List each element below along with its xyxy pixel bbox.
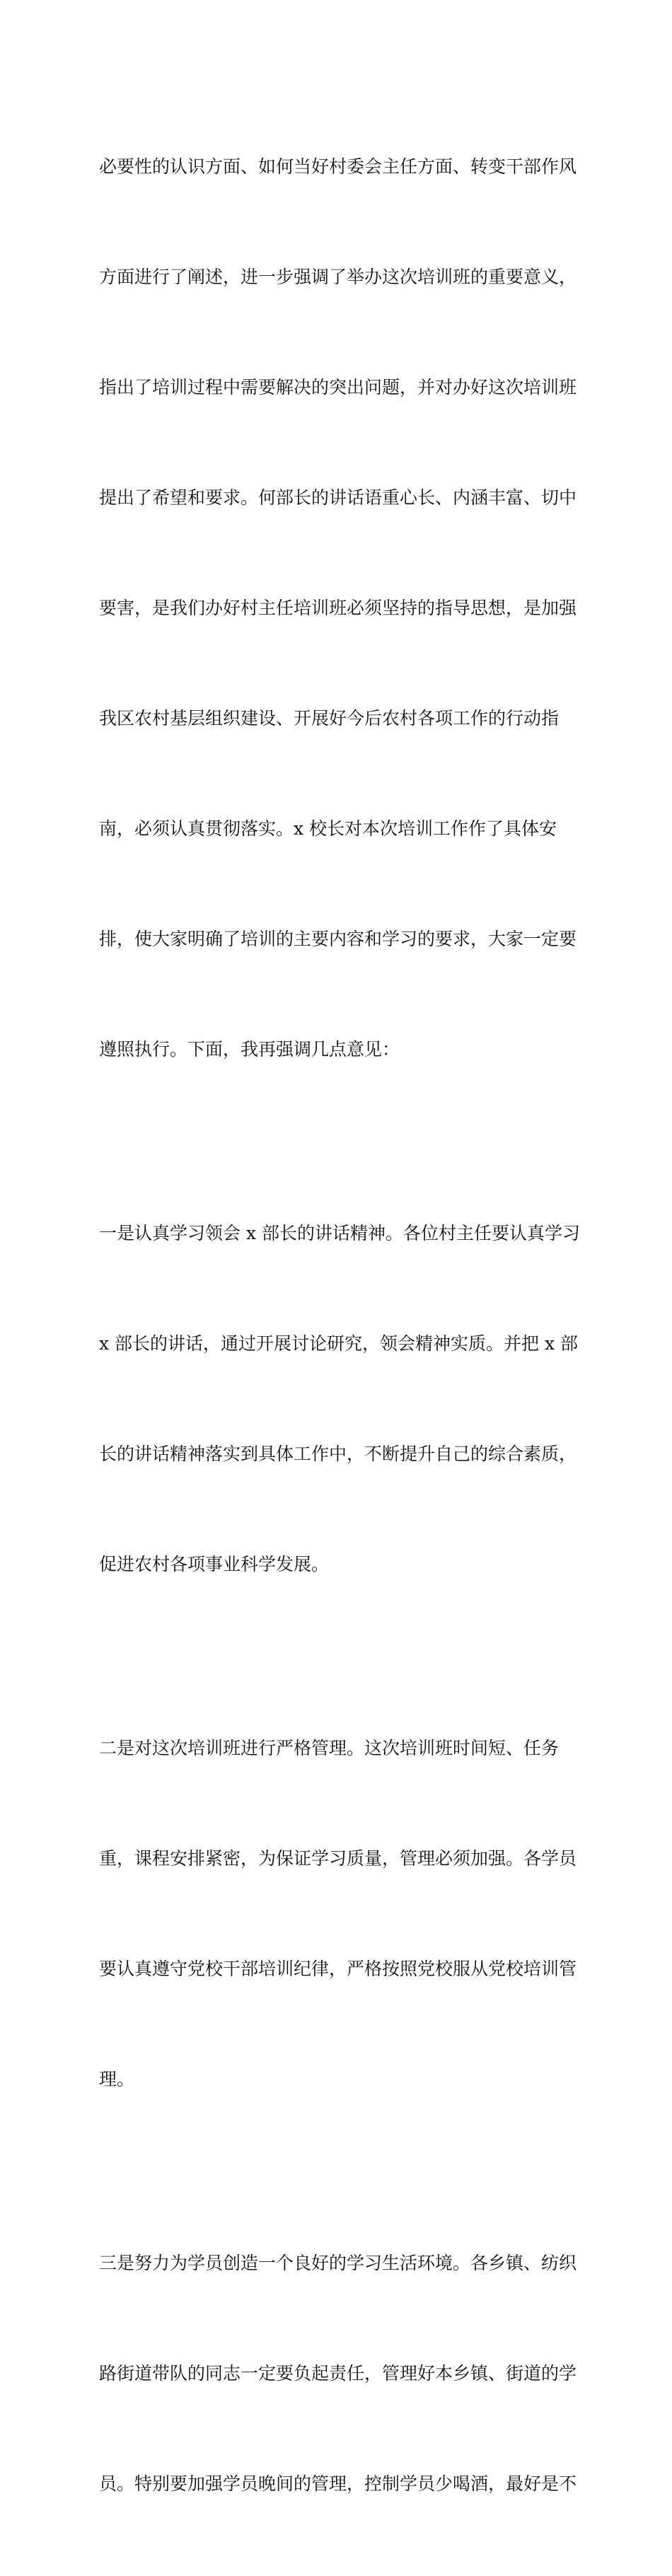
text-line: 三是努力为学员创造一个良好的学习生活环境。各乡镇、纺织 bbox=[99, 2253, 577, 2273]
text-line: 指出了培训过程中需要解决的突出问题，并对办好这次培训班 bbox=[99, 377, 577, 398]
text-line: 要害，是我们办好村主任培训班必须坚持的指导思想，是加强 bbox=[99, 598, 577, 618]
text-line: 长的讲话精神落实到具体工作中，不断提升自己的综合素质， bbox=[99, 1444, 577, 1464]
text-line: 遵照执行。下面，我再强调几点意见： bbox=[99, 1039, 400, 1060]
text-line: 必要性的认识方面、如何当好村委会主任方面、转变干部作风 bbox=[99, 156, 577, 177]
text-line: 重，课程安排紧密，为保证学习质量，管理必须加强。各学员 bbox=[99, 1848, 577, 1869]
paragraph-point-one bbox=[99, 1142, 580, 1657]
text-line: 一是认真学习领会 x 部长的讲话精神。各位村主任要认真学习 bbox=[99, 1223, 580, 1243]
paragraph-intro bbox=[99, 75, 580, 1142]
text-line: 要认真遵守党校干部培训纪律，严格按照党校服从党校培训管 bbox=[99, 1959, 577, 1979]
paragraph-point-two bbox=[99, 1657, 580, 2171]
text-line: 方面进行了阐述，进一步强调了举办这次培训班的重要意义， bbox=[99, 267, 577, 287]
text-line: 我区农村基层组织建设、开展好今后农村各项工作的行动指 bbox=[99, 708, 560, 729]
text-line: 员。特别要加强学员晚间的管理，控制学员少喝酒，最好是不 bbox=[99, 2473, 577, 2494]
text-line: 提出了希望和要求。何部长的讲话语重心长、内涵丰富、切中 bbox=[99, 487, 577, 508]
text-line: x 部长的讲话，通过开展讨论研究，领会精神实质。并把 x 部 bbox=[99, 1333, 579, 1354]
text-line: 理。 bbox=[99, 2069, 135, 2089]
body-text bbox=[99, 75, 580, 2576]
text-line: 南，必须认真贯彻落实。x 校长对本次培训工作作了具体安 bbox=[99, 818, 557, 839]
text-line: 二是对这次培训班进行严格管理。这次培训班时间短、任务 bbox=[99, 1738, 560, 1758]
paragraph-point-three bbox=[99, 2171, 580, 2576]
text-line: 排，使大家明确了培训的主要内容和学习的要求，大家一定要 bbox=[99, 929, 577, 949]
text-line: 路街道带队的同志一定要负起责任，管理好本乡镇、街道的学 bbox=[99, 2363, 577, 2384]
text-line: 促进农村各项事业科学发展。 bbox=[99, 1554, 330, 1574]
